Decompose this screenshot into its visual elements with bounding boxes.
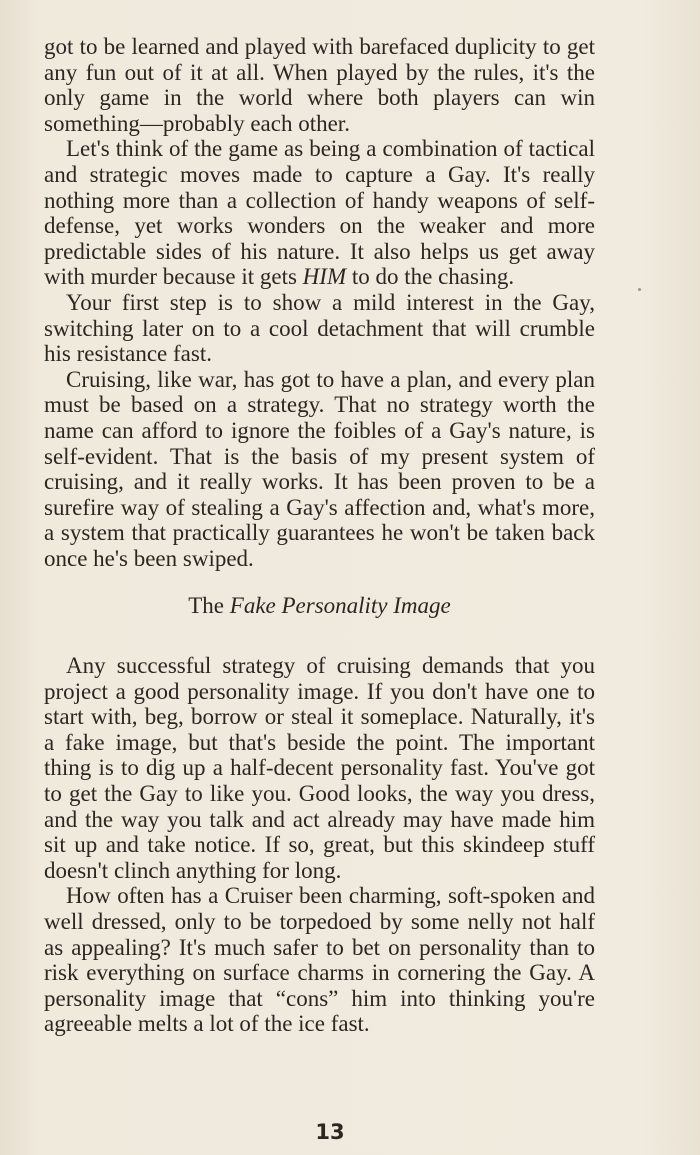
paragraph-2 [44,136,595,290]
section-heading [44,593,595,619]
paragraph-2-text-b: to do the chasing. [346,264,515,290]
paragraph-4: Cruising, like war, has got to have a plan, and every plan must be based on a strategy. That no strategy worth the name can afford to ignore the foibles of a Gay's nature, is self-evident. That is the basis of my present system of cruising, and it really works. It has been proven to be a surefire way of stealing a Gay's affection and, what's more, a system that practically guarantees he won't be taken back once he's been swiped. [44,366,595,571]
section-heading-italic: Fake Personality Image [229,593,451,619]
paper-speck [638,288,641,291]
paragraph-1: got to be learned and played with barefaced duplicity to get any fun out of it at all. When played by the rules, it's the only game in the world where both players can win something—probably each other. [44,34,595,136]
page-number: 13 [315,1120,345,1144]
paragraph-5: Any successful strategy of cruising demands that you project a good personality image. If you don't have one to start with, beg, borrow or steal it someplace. Naturally, it's a fake image, but that's beside the point. The important thing is to dig up a half-decent personality fast. You've got to get the Gay to like you. Good looks, the way you dress, and the way you talk and act already may have made him sit up and take notice. If so, great, but this skindeep stuff doesn't clinch anything for long. [44,653,595,883]
paragraph-3: Your first step is to show a mild interest in the Gay, switching later on to a cool detachment that will crumble his resistance fast. [44,289,595,367]
paragraph-2-emphasis: HIM [302,264,347,290]
paragraph-2-text-a: Let's think of the game as being a combination of tactical and strategic moves made to capture a Gay. It's really nothing more than a collection of handy weapons of self-defense, yet works wonders on the weaker and more predictable sides of his nature. It also helps us get away with murder because it gets [44,136,595,290]
section-heading-prefix: The [188,593,230,619]
body-text [44,34,595,1037]
paragraph-6: How often has a Cruiser been charming, soft-spoken and well dressed, only to be torpedoed by some nelly not half as appealing? It's much safer to bet on personality than to risk everything on surface charms in cornering the Gay. A personality image that “cons” him into thinking you're agreeable melts a lot of the ice fast. [44,883,595,1037]
